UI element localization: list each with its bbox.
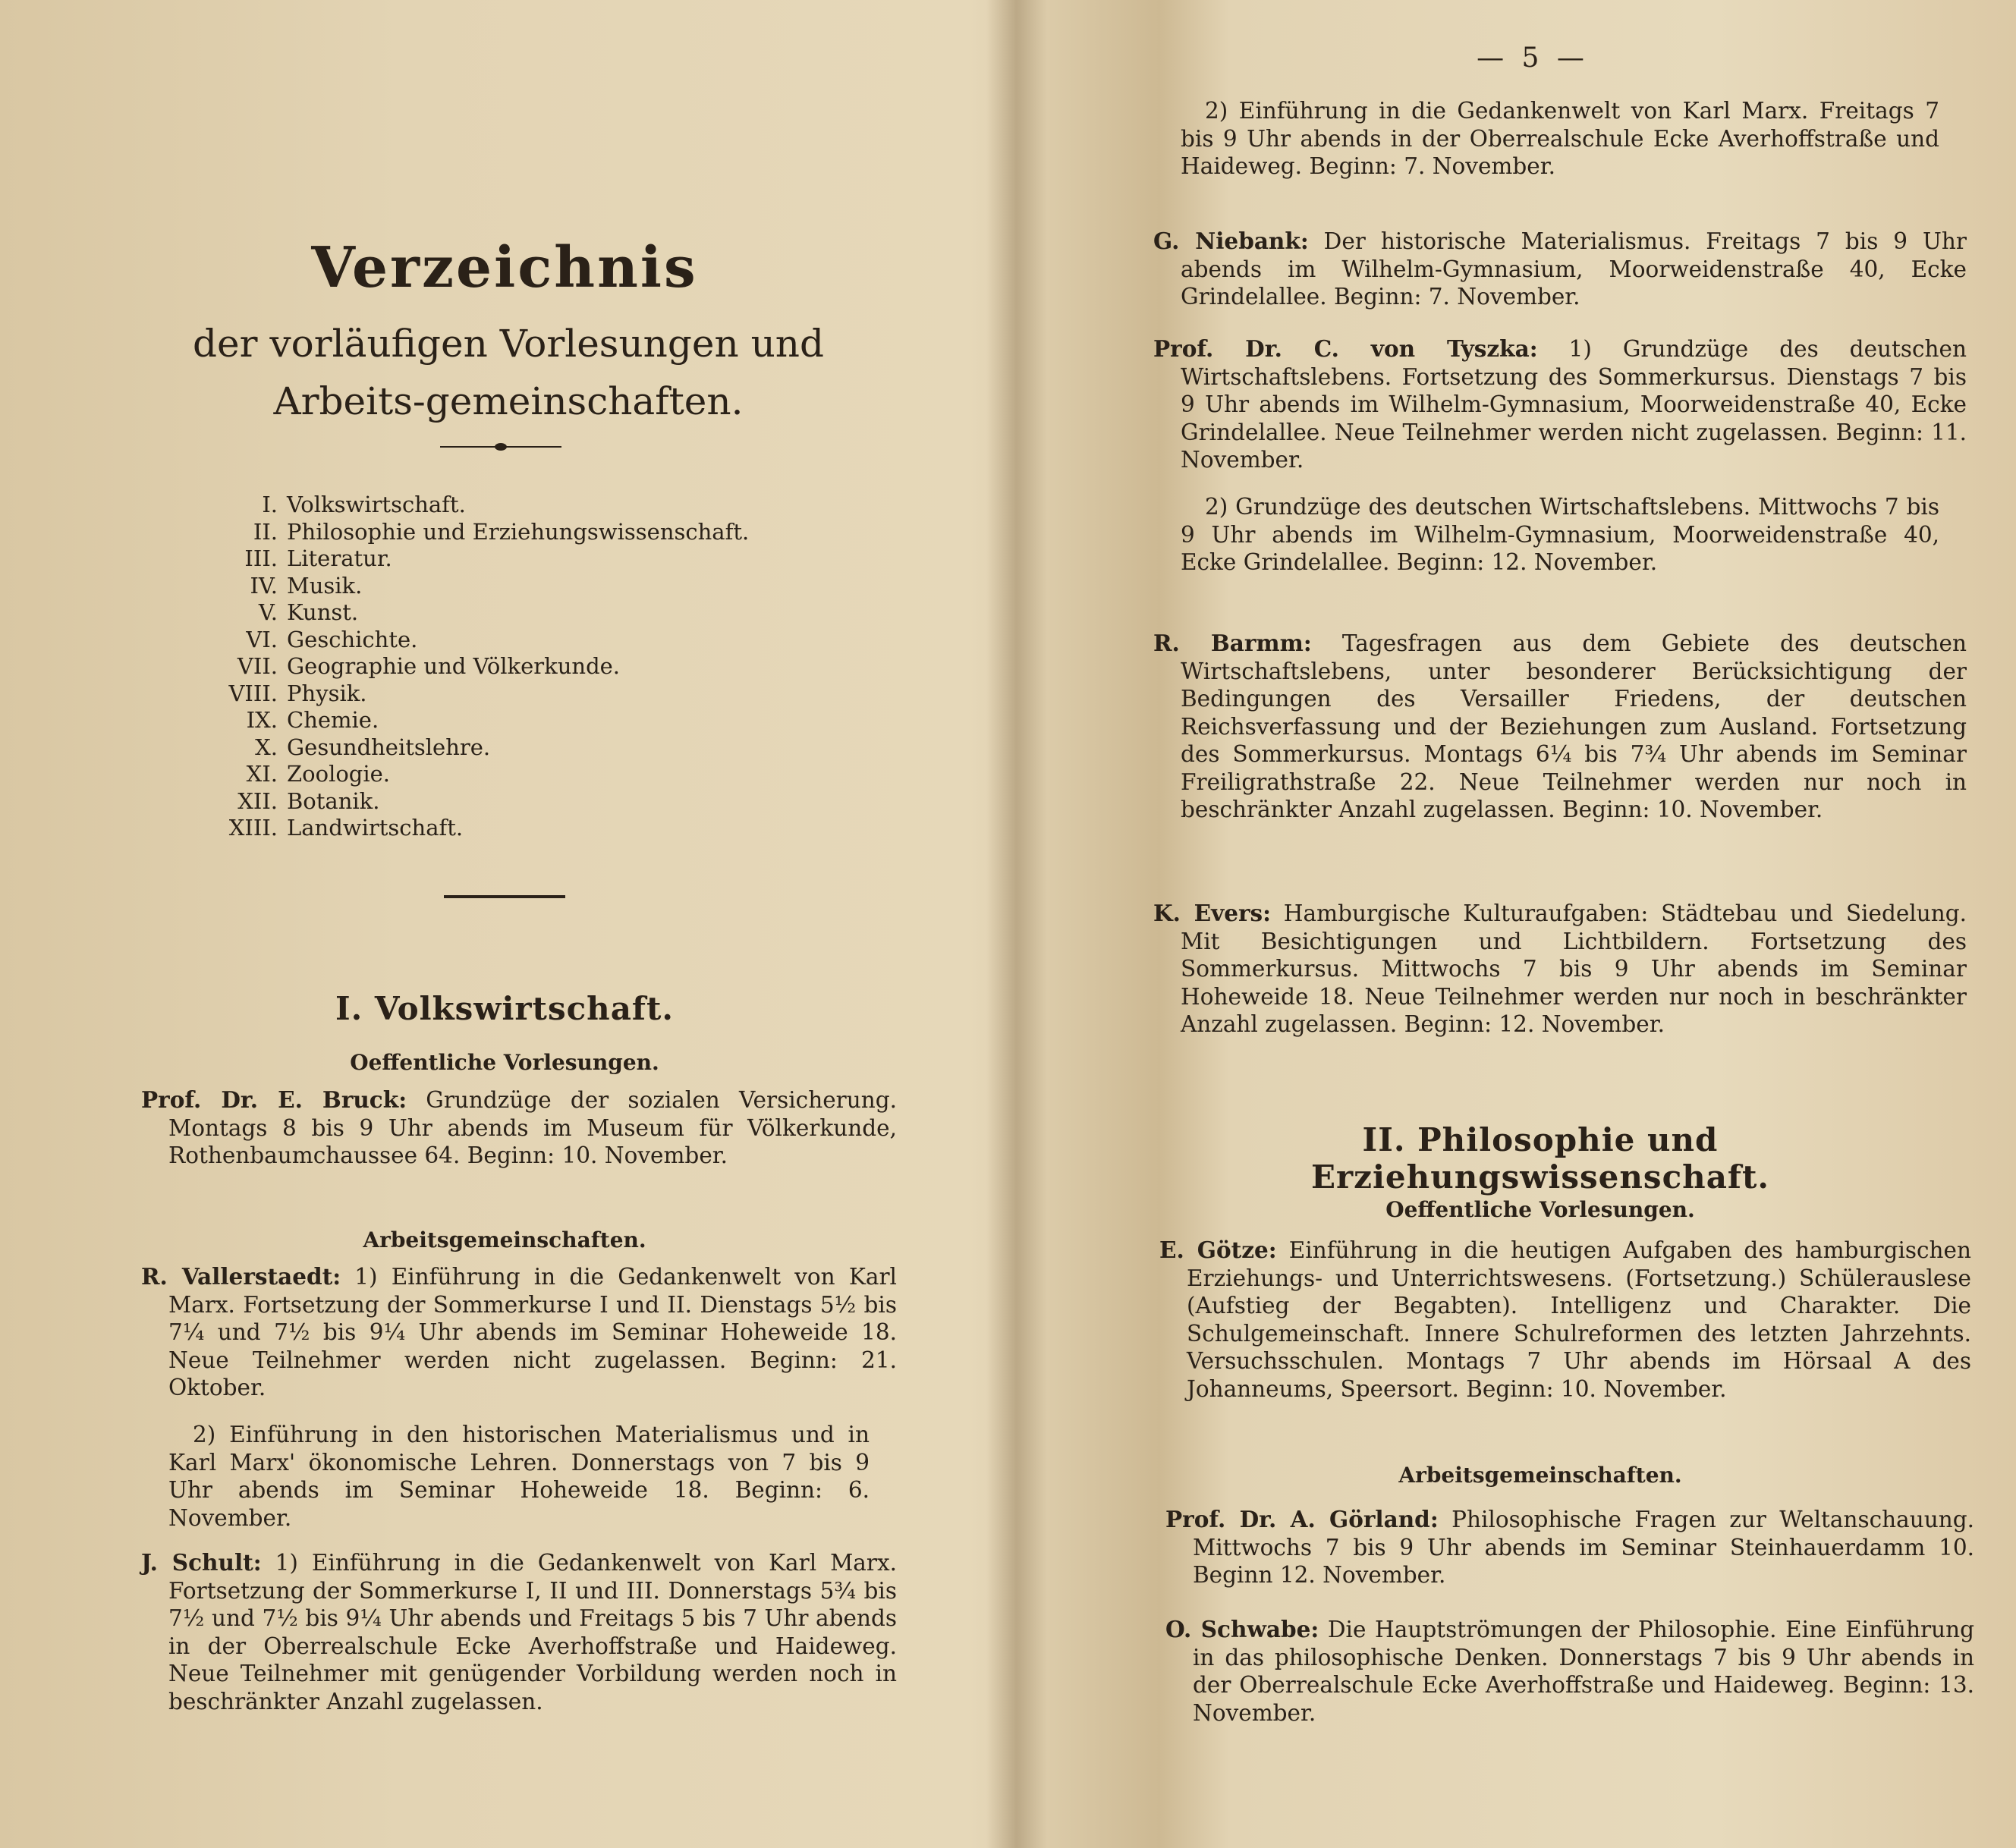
toc-label: Literatur.: [287, 545, 392, 571]
toc-number: IV.: [250, 572, 278, 599]
lecturer-name: Prof. Dr. C. von Tyszka:: [1153, 335, 1538, 362]
lecture-description: 1) Einführung in die Gedankenwelt von Karl Marx. Fortsetzung der Sommerkurse I und II. Dienstags 5½ bis 7¼ und 7½ bis 9¼ Uhr abends im Seminar Hoheweide 18. Neue Teilnehmer werden nicht zugelassen. Beginn: 21. Oktober.: [168, 1264, 897, 1400]
lecture-entry-goetze: [1159, 1237, 1971, 1403]
toc-item: [152, 815, 835, 842]
lecture-description: Tagesfragen aus dem Gebiete des deutschen Wirtschaftslebens, unter besonderer Berücksichtigung der Bedingungen des Versailler Friedens, der deutschen Reichsverfassung und der Beziehungen zum Ausland. Fortsetzung des Sommerkursus. Montags 6¼ bis 7¾ Uhr abends im Seminar Freiligrathstraße 22. Neue Teilnehmer werden nur noch in beschränkter Anzahl zugelassen. Beginn: 10. November.: [1181, 630, 1967, 822]
toc-number: XIII.: [228, 815, 278, 841]
section-title-volkswirtschaft: I. Volkswirtschaft.: [335, 990, 675, 1027]
toc-number: I.: [262, 492, 278, 517]
toc-number: IX.: [246, 707, 278, 733]
toc-item: [152, 573, 835, 600]
lecture-description: Philosophische Fragen zur Weltanschauung. Mittwochs 7 bis 9 Uhr abends im Seminar Steinhauerdamm 10. Beginn 12. November.: [1193, 1507, 1974, 1588]
lecturer-name: J. Schult:: [141, 1549, 262, 1576]
lecture-description: Einführung in die heutigen Aufgaben des hamburgischen Erziehungs- und Unterrichtswesens. (Fortsetzung.) Schülerauslese (Aufstieg der Begabten). Intelligenz und Charakter. Die Schulgemeinschaft. Innere Schulreformen des letzten Jahrzehnts. Versuchsschulen. Montags 7 Uhr abends im Hörsaal A des Johanneums, Speersort. Beginn: 10. November.: [1187, 1237, 1971, 1402]
toc-label: Landwirtschaft.: [287, 815, 464, 841]
toc-number: VI.: [246, 626, 278, 652]
table-of-contents: [152, 492, 835, 842]
toc-label: Physik.: [287, 680, 367, 706]
lecture-entry-schult-2: 2) Einführung in die Gedankenwelt von Karl Marx. Freitags 7 bis 9 Uhr abends in der Oberrealschule Ecke Averhoffstraße und Haideweg. Beginn: 7. November.: [1181, 98, 1939, 179]
public-lectures-heading: Oeffentliche Vorlesungen.: [350, 1050, 659, 1075]
page-subtitle: der vorläufigen Vorlesungen und Arbeits-gemeinschaften.: [193, 322, 824, 423]
toc-number: III.: [244, 545, 278, 571]
work-groups-heading: Arbeitsgemeinschaften.: [363, 1227, 646, 1252]
toc-label: Zoologie.: [287, 761, 391, 787]
lecturer-name: K. Evers:: [1153, 900, 1272, 926]
lecture-entry-goerland: [1165, 1506, 1974, 1589]
page-title: Verzeichnis: [311, 235, 698, 300]
toc-number: XII.: [237, 787, 278, 814]
lecture-entry-vallerstaedt: [141, 1263, 897, 1402]
lecturer-name: Prof. Dr. E. Bruck:: [141, 1086, 407, 1113]
toc-item: [152, 492, 835, 519]
page-number: — 5 —: [1477, 42, 1589, 74]
lecture-description: Der historische Materialismus. Freitags 7 bis 9 Uhr abends im Wilhelm-Gymnasium, Moorweidenstraße 40, Ecke Grindelallee. Beginn: 7. November.: [1181, 228, 1967, 310]
right-page: [1017, 0, 2016, 1848]
lecture-entry-bruck: [141, 1086, 897, 1170]
toc-label: Chemie.: [287, 707, 379, 733]
lecturer-name: O. Schwabe:: [1165, 1616, 1319, 1642]
ornament-divider: [440, 443, 561, 451]
toc-item: [152, 599, 835, 627]
lecture-description: Die Hauptströmungen der Philosophie. Eine Einführung in das philosophische Denken. Donnerstags 7 bis 9 Uhr abends in der Oberrealschule Ecke Averhoffstraße und Haideweg. Beginn: 13. November.: [1193, 1617, 1974, 1726]
lecturer-name: R. Vallerstaedt:: [141, 1263, 341, 1290]
toc-label: Botanik.: [287, 787, 380, 814]
lecturer-name: R. Barmm:: [1153, 630, 1312, 656]
toc-number: VIII.: [228, 680, 278, 706]
toc-number: XI.: [246, 761, 278, 787]
lecture-entry-schult: [141, 1549, 897, 1715]
public-lectures-heading: Oeffentliche Vorlesungen.: [1385, 1197, 1695, 1222]
toc-item: [152, 707, 835, 734]
toc-number: VII.: [237, 653, 278, 679]
toc-label: Gesundheitslehre.: [287, 734, 491, 760]
lecture-entry-vallerstaedt-2: 2) Einführung in den historischen Materialismus und in Karl Marx' ökonomische Lehren. Donnerstags von 7 bis 9 Uhr abends im Seminar Hoheweide 18. Beginn: 6. November.: [168, 1422, 870, 1531]
section-rule: [444, 895, 565, 898]
toc-number: V.: [258, 599, 278, 625]
toc-item: [152, 734, 835, 762]
lecture-entry-tyszka-2: 2) Grundzüge des deutschen Wirtschaftslebens. Mittwochs 7 bis 9 Uhr abends im Wilhelm-Gymnasium, Moorweidenstraße 40, Ecke Grindelallee. Beginn: 12. November.: [1181, 494, 1939, 575]
toc-item: [152, 519, 835, 546]
lecture-description: Hamburgische Kulturaufgaben: Städtebau und Siedelung. Mit Besichtigungen und Lichtbildern. Fortsetzung des Sommerkursus. Mittwochs 7 bis 9 Uhr abends im Seminar Hoheweide 18. Neue Teilnehmer werden nur noch in beschränkter Anzahl zugelassen. Beginn: 12. November.: [1181, 900, 1967, 1037]
toc-item: [152, 680, 835, 708]
toc-item: [152, 627, 835, 654]
toc-label: Musik.: [287, 572, 363, 599]
toc-item: [152, 788, 835, 816]
lecture-entry-schwabe: [1165, 1616, 1974, 1727]
toc-number: II.: [253, 518, 278, 545]
toc-label: Kunst.: [287, 599, 359, 625]
lecturer-name: E. Götze:: [1159, 1237, 1277, 1263]
lecture-entry-tyszka: [1153, 335, 1967, 474]
toc-label: Volkswirtschaft.: [287, 492, 466, 517]
lecturer-name: G. Niebank:: [1153, 228, 1309, 254]
lecture-description: 1) Einführung in die Gedankenwelt von Karl Marx. Fortsetzung der Sommerkurse I, II und III. Donnerstags 5¾ bis 7½ und 7½ bis 9¼ Uhr abends und Freitags 5 bis 7 Uhr abends in der Oberrealschule Ecke Averhoffstraße und Haideweg. Neue Teilnehmer mit genügender Vorbildung werden noch in beschränkter Anzahl zugelassen.: [168, 1550, 897, 1714]
toc-item: [152, 761, 835, 788]
lecturer-name: Prof. Dr. A. Görland:: [1165, 1506, 1439, 1532]
toc-item: [152, 545, 835, 573]
work-groups-heading: Arbeitsgemeinschaften.: [1398, 1463, 1682, 1488]
lecture-description: 1) Grundzüge des deutschen Wirtschaftslebens. Fortsetzung des Sommerkursus. Dienstags 7 bis 9 Uhr abends im Wilhelm-Gymnasium, Moorweidenstraße 40, Ecke Grindelallee. Neue Teilnehmer werden nicht zugelassen. Beginn: 11. November.: [1181, 336, 1967, 473]
lecture-entry-barmm: [1153, 630, 1967, 824]
toc-label: Geschichte.: [287, 626, 418, 652]
section-title-philosophie: II. Philosophie und Erziehungswissenschaft.: [1310, 1121, 1769, 1196]
lecture-entry-evers: [1153, 900, 1967, 1039]
toc-label: Geographie und Völkerkunde.: [287, 653, 621, 679]
toc-item: [152, 653, 835, 680]
lecture-description: Grundzüge der sozialen Versicherung. Montags 8 bis 9 Uhr abends im Museum für Völkerkunde, Rothenbaumchaussee 64. Beginn: 10. November.: [168, 1087, 898, 1168]
toc-number: X.: [255, 734, 278, 760]
lecture-entry-niebank: [1153, 228, 1967, 311]
toc-label: Philosophie und Erziehungswissenschaft.: [287, 518, 750, 545]
